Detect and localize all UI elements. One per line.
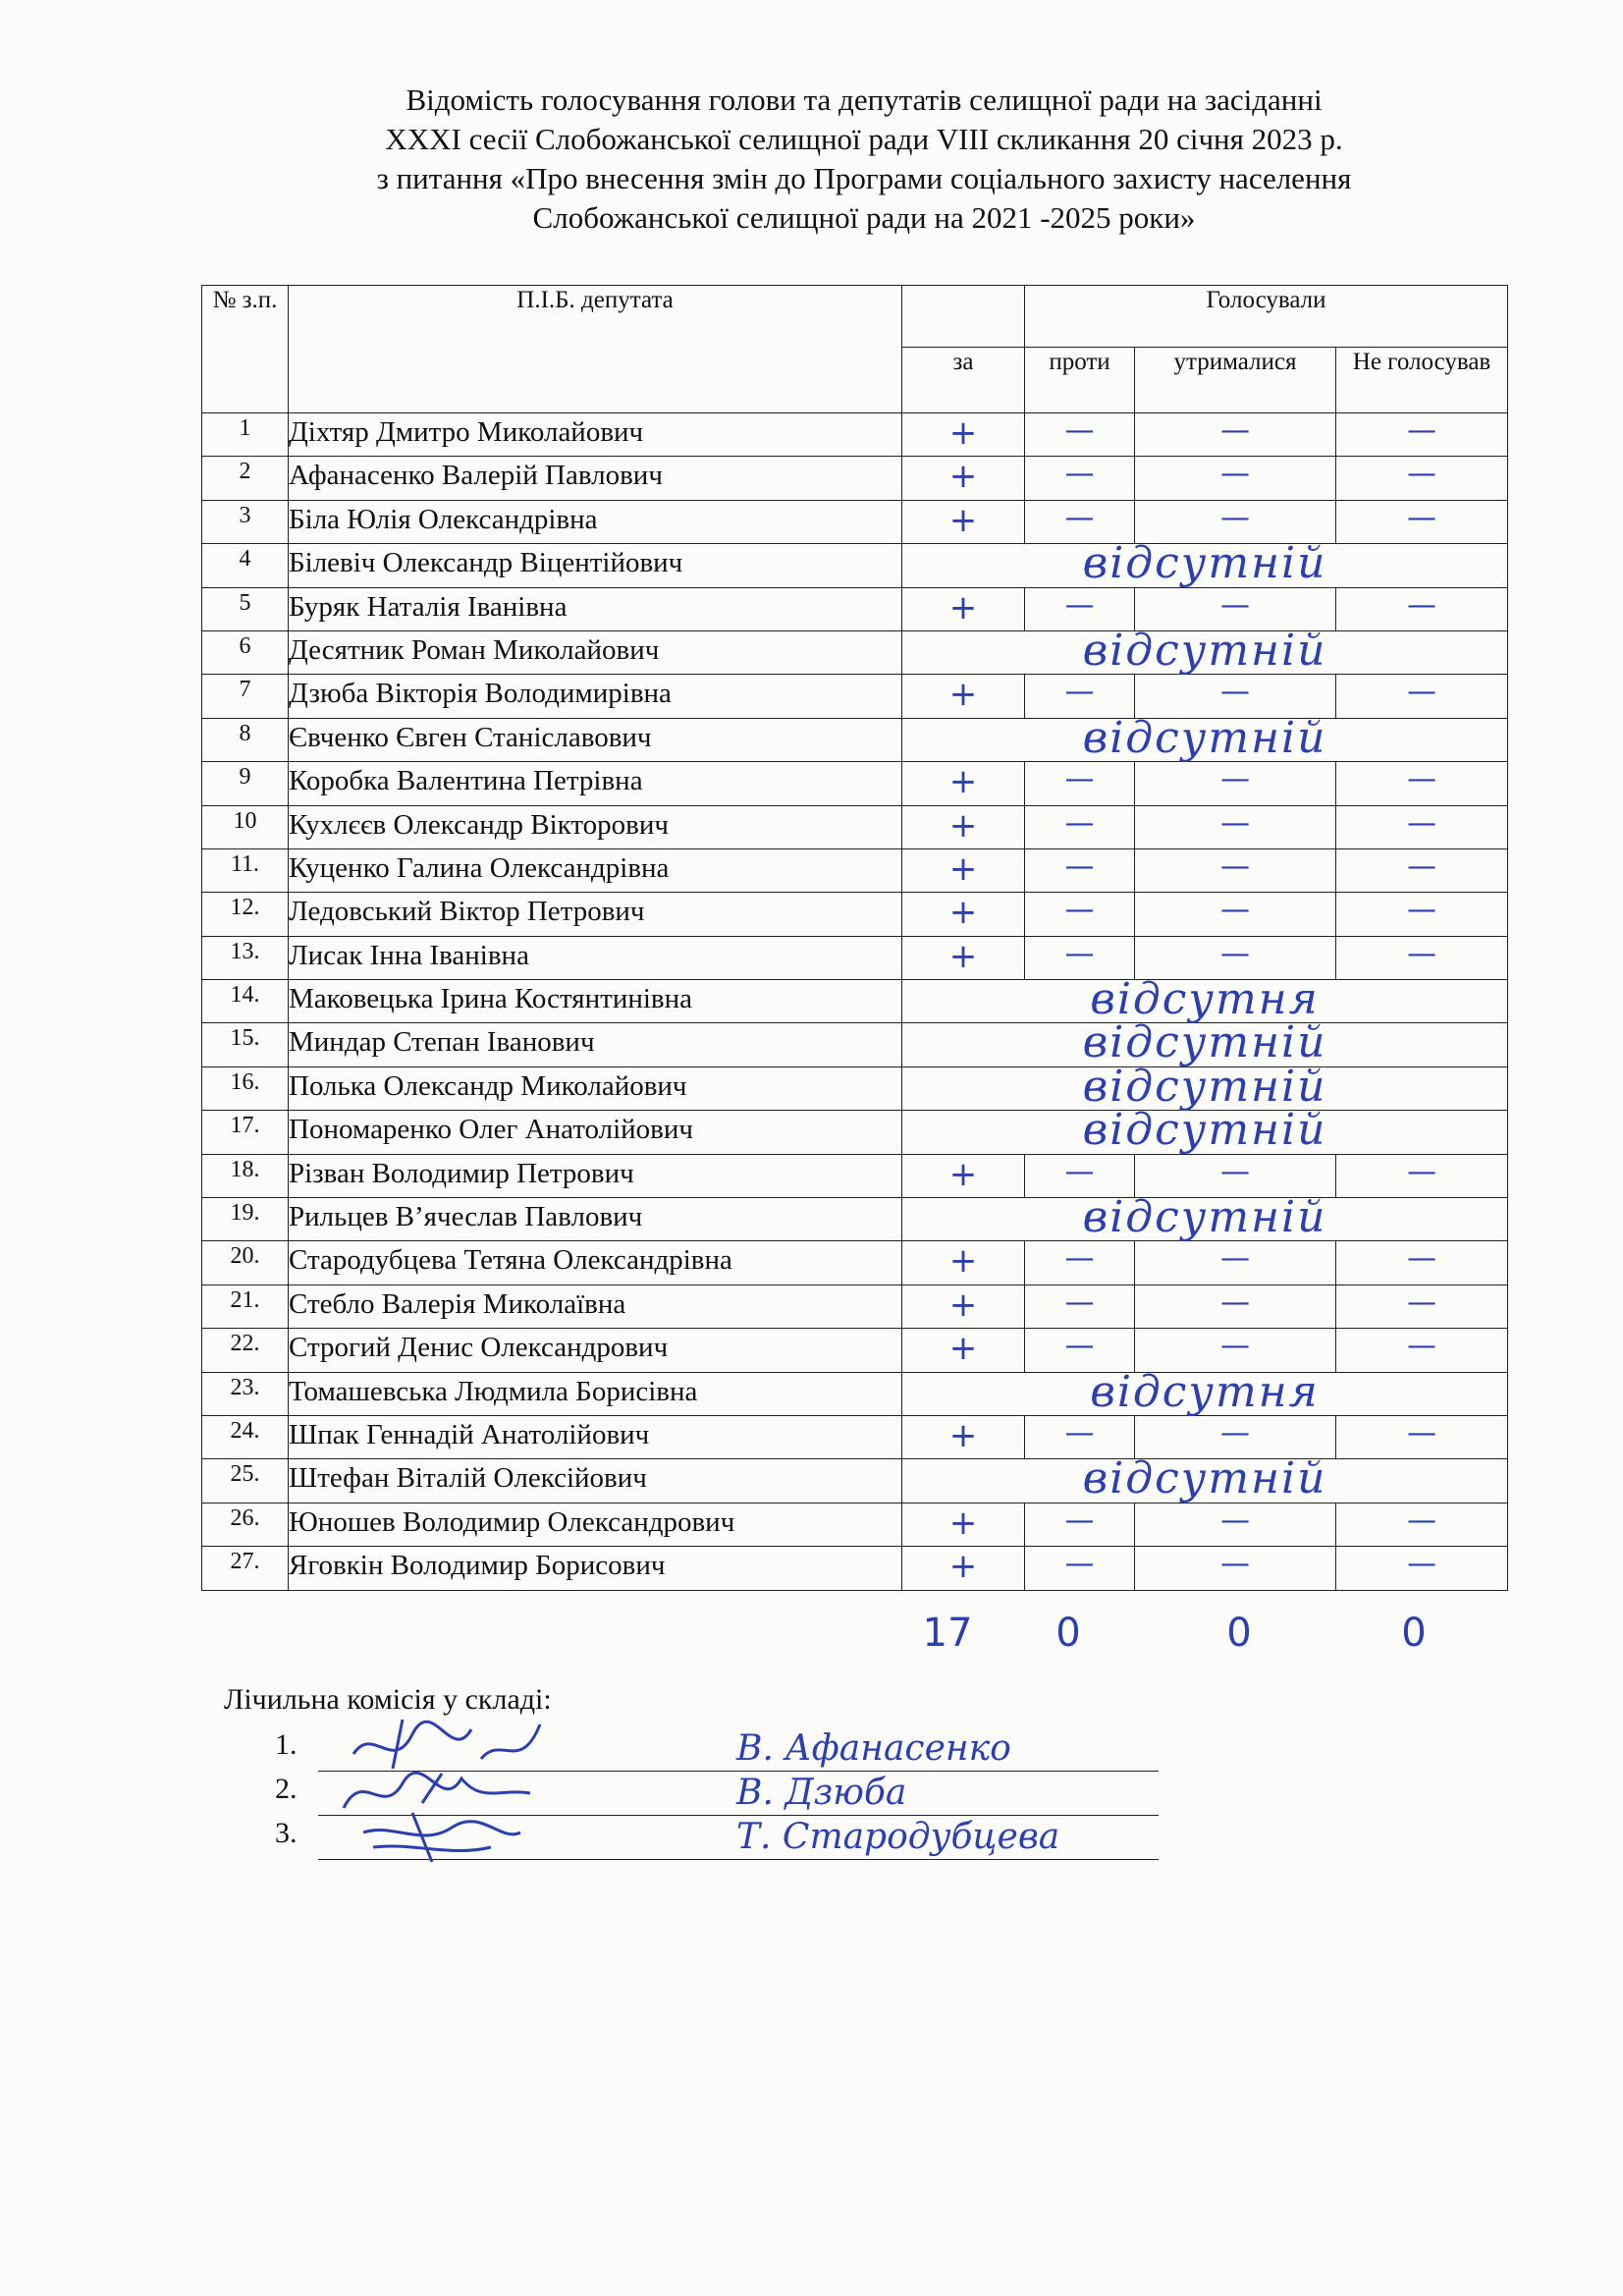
title-line-1: Відомість голосування голови та депутатів селищної ради на засіданні [406,82,1323,117]
deputy-name: Біла Юлія Олександрівна [289,500,902,543]
row-number: 26. [202,1503,289,1546]
table-row [202,457,1508,500]
vote-for-mark: + [902,1285,1025,1328]
row-number: 1 [202,413,289,457]
row-number: 16. [202,1066,289,1110]
header-number: № з.п. [202,286,289,413]
vote-not-voted-mark: — [1336,1503,1508,1546]
vote-against-mark: — [1025,936,1135,979]
deputy-name: Дзюба Вікторія Володимирівна [289,675,902,718]
total-for: 17 [922,1611,973,1656]
row-number: 21. [202,1285,289,1328]
vote-abstained-mark: — [1135,805,1336,848]
absent-note: відсутня [902,980,1508,1023]
vote-for-mark: + [902,805,1025,848]
deputy-name: Кухлєєв Олександр Вікторович [289,805,902,848]
table-row [202,675,1508,718]
row-number: 6 [202,630,289,674]
deputy-name: Стародубцева Тетяна Олександрівна [289,1241,902,1285]
table-row [202,1111,1508,1154]
table-row [202,1066,1508,1110]
vote-against-mark: — [1025,1415,1135,1458]
table-row [202,936,1508,979]
absent-note: відсутній [902,1023,1508,1066]
vote-for-mark: + [902,1503,1025,1546]
row-number: 7 [202,675,289,718]
totals-row [0,1611,1623,1669]
vote-abstained-mark: — [1135,1503,1336,1546]
absent-note: відсутній [902,1459,1508,1503]
table-row [202,1372,1508,1415]
voting-table [201,285,1508,1591]
vote-not-voted-mark: — [1336,500,1508,543]
absent-note: відсутній [902,1111,1508,1154]
deputy-name: Маковецька Ірина Костянтинівна [289,980,902,1023]
row-number: 14. [202,980,289,1023]
vote-for-mark: + [902,893,1025,936]
deputy-name: Строгий Денис Олександрович [289,1329,902,1372]
vote-not-voted-mark: — [1336,587,1508,630]
vote-for-mark: + [902,457,1025,500]
vote-not-voted-mark: — [1336,1285,1508,1328]
table-row [202,762,1508,805]
table-row [202,630,1508,674]
absent-note: відсутня [902,1372,1508,1415]
vote-not-voted-mark: — [1336,936,1508,979]
table-row [202,1023,1508,1066]
header-abstained: утрималися [1135,348,1336,413]
deputy-name: Десятник Роман Миколайович [289,630,902,674]
row-number: 8 [202,718,289,761]
row-number: 19. [202,1198,289,1241]
deputy-name: Різван Володимир Петрович [289,1154,902,1197]
vote-against-mark: — [1025,500,1135,543]
vote-against-mark: — [1025,1241,1135,1285]
table-row [202,1415,1508,1458]
table-row [202,893,1508,936]
row-number: 22. [202,1329,289,1372]
table-row [202,413,1508,457]
total-abstained: 0 [1226,1611,1252,1656]
row-number: 12. [202,893,289,936]
vote-abstained-mark: — [1135,413,1336,457]
vote-abstained-mark: — [1135,457,1336,500]
deputy-name: Рильцев В’ячеслав Павлович [289,1198,902,1241]
deputy-name: Яговкін Володимир Борисович [289,1547,902,1590]
row-number: 10 [202,805,289,848]
vote-not-voted-mark: — [1336,1241,1508,1285]
table-row [202,544,1508,587]
vote-against-mark: — [1025,848,1135,892]
vote-not-voted-mark: — [1336,675,1508,718]
vote-against-mark: — [1025,413,1135,457]
deputy-name: Шпак Геннадій Анатолійович [289,1415,902,1458]
deputy-name: Томашевська Людмила Борисівна [289,1372,902,1415]
row-number: 4 [202,544,289,587]
vote-not-voted-mark: — [1336,762,1508,805]
title-line-4: Слобожанської селищної ради на 2021 -2025 роки» [532,200,1196,235]
vote-for-mark: + [902,675,1025,718]
vote-against-mark: — [1025,1285,1135,1328]
total-not-voted: 0 [1401,1611,1427,1656]
vote-abstained-mark: — [1135,1241,1336,1285]
row-number: 23. [202,1372,289,1415]
row-number: 24. [202,1415,289,1458]
vote-against-mark: — [1025,805,1135,848]
vote-against-mark: — [1025,1154,1135,1197]
header-name: П.І.Б. депутата [289,286,902,413]
vote-abstained-mark: — [1135,675,1336,718]
vote-abstained-mark: — [1135,1285,1336,1328]
vote-abstained-mark: — [1135,762,1336,805]
vote-not-voted-mark: — [1336,893,1508,936]
table-row [202,1503,1508,1546]
deputy-name: Білевіч Олександр Віцентійович [289,544,902,587]
vote-abstained-mark: — [1135,500,1336,543]
table-row [202,500,1508,543]
table-row [202,1154,1508,1197]
absent-note: відсутній [902,1066,1508,1110]
row-number: 15. [202,1023,289,1066]
deputy-name: Коробка Валентина Петрівна [289,762,902,805]
commission-member-3 [275,1817,1159,1868]
vote-against-mark: — [1025,1547,1135,1590]
vote-abstained-mark: — [1135,1329,1336,1372]
vote-for-mark: + [902,1241,1025,1285]
vote-against-mark: — [1025,1329,1135,1372]
vote-abstained-mark: — [1135,1547,1336,1590]
vote-for-mark: + [902,1415,1025,1458]
vote-for-mark: + [902,762,1025,805]
vote-abstained-mark: — [1135,1154,1336,1197]
title-line-3: з питання «Про внесення змін до Програми соціального захисту населення [376,161,1352,195]
vote-not-voted-mark: — [1336,457,1508,500]
vote-not-voted-mark: — [1336,1154,1508,1197]
table-row [202,980,1508,1023]
row-number: 18. [202,1154,289,1197]
table-row [202,1285,1508,1328]
vote-abstained-mark: — [1135,1415,1336,1458]
vote-against-mark: — [1025,893,1135,936]
vote-not-voted-mark: — [1336,1547,1508,1590]
table-row [202,1459,1508,1503]
vote-against-mark: — [1025,762,1135,805]
table-row [202,1329,1508,1372]
header-empty [902,286,1025,348]
member-number: 1. [275,1728,298,1761]
total-against: 0 [1055,1611,1081,1656]
member-number: 2. [275,1773,298,1805]
table-row [202,805,1508,848]
row-number: 20. [202,1241,289,1285]
vote-for-mark: + [902,1329,1025,1372]
deputy-name: Куценко Галина Олександрівна [289,848,902,892]
vote-for-mark: + [902,500,1025,543]
header-not-voted: Не голосував [1336,348,1508,413]
row-number: 2 [202,457,289,500]
deputy-name: Лисак Інна Іванівна [289,936,902,979]
absent-note: відсутній [902,718,1508,761]
vote-for-mark: + [902,936,1025,979]
table-row [202,1198,1508,1241]
document-title [226,81,1502,238]
vote-against-mark: — [1025,1503,1135,1546]
deputy-name: Діхтяр Дмитро Миколайович [289,413,902,457]
vote-against-mark: — [1025,587,1135,630]
member-name: В. Дзюба [736,1773,907,1813]
header-voted: Голосували [1025,286,1508,348]
table-row [202,718,1508,761]
deputy-name: Пономаренко Олег Анатолійович [289,1111,902,1154]
row-number: 3 [202,500,289,543]
deputy-name: Буряк Наталія Іванівна [289,587,902,630]
voting-table-body [202,413,1508,1591]
vote-abstained-mark: — [1135,893,1336,936]
vote-not-voted-mark: — [1336,805,1508,848]
row-number: 9 [202,762,289,805]
row-number: 5 [202,587,289,630]
header-against: проти [1025,348,1135,413]
absent-note: відсутній [902,630,1508,674]
deputy-name: Ледовський Віктор Петрович [289,893,902,936]
vote-abstained-mark: — [1135,936,1336,979]
row-number: 17. [202,1111,289,1154]
row-number: 27. [202,1547,289,1590]
header-for: за [902,348,1025,413]
row-number: 11. [202,848,289,892]
member-name: Т. Стародубцева [736,1817,1060,1857]
vote-for-mark: + [902,587,1025,630]
member-name: В. Афанасенко [736,1728,1011,1769]
table-row [202,848,1508,892]
vote-not-voted-mark: — [1336,1329,1508,1372]
deputy-name: Афанасенко Валерій Павлович [289,457,902,500]
vote-not-voted-mark: — [1336,1415,1508,1458]
deputy-name: Стебло Валерія Миколаївна [289,1285,902,1328]
signature-scribble [334,1803,589,1872]
deputy-name: Євченко Євген Станіславович [289,718,902,761]
table-row [202,587,1508,630]
member-number: 3. [275,1817,298,1849]
deputy-name: Миндар Степан Іванович [289,1023,902,1066]
vote-against-mark: — [1025,675,1135,718]
table-row [202,1547,1508,1590]
vote-not-voted-mark: — [1336,848,1508,892]
vote-for-mark: + [902,848,1025,892]
vote-for-mark: + [902,413,1025,457]
vote-abstained-mark: — [1135,587,1336,630]
title-line-2: XXXI сесії Слобожанської селищної ради VIII скликання 20 січня 2023 р. [385,122,1343,156]
vote-for-mark: + [902,1154,1025,1197]
deputy-name: Юношев Володимир Олександрович [289,1503,902,1546]
table-row [202,1241,1508,1285]
vote-not-voted-mark: — [1336,413,1508,457]
vote-abstained-mark: — [1135,848,1336,892]
row-number: 25. [202,1459,289,1503]
row-number: 13. [202,936,289,979]
absent-note: відсутній [902,544,1508,587]
commission-label: Лічильна комісія у складі: [224,1683,552,1716]
vote-for-mark: + [902,1547,1025,1590]
absent-note: відсутній [902,1198,1508,1241]
vote-against-mark: — [1025,457,1135,500]
deputy-name: Штефан Віталій Олексійович [289,1459,902,1503]
deputy-name: Полька Олександр Миколайович [289,1066,902,1110]
